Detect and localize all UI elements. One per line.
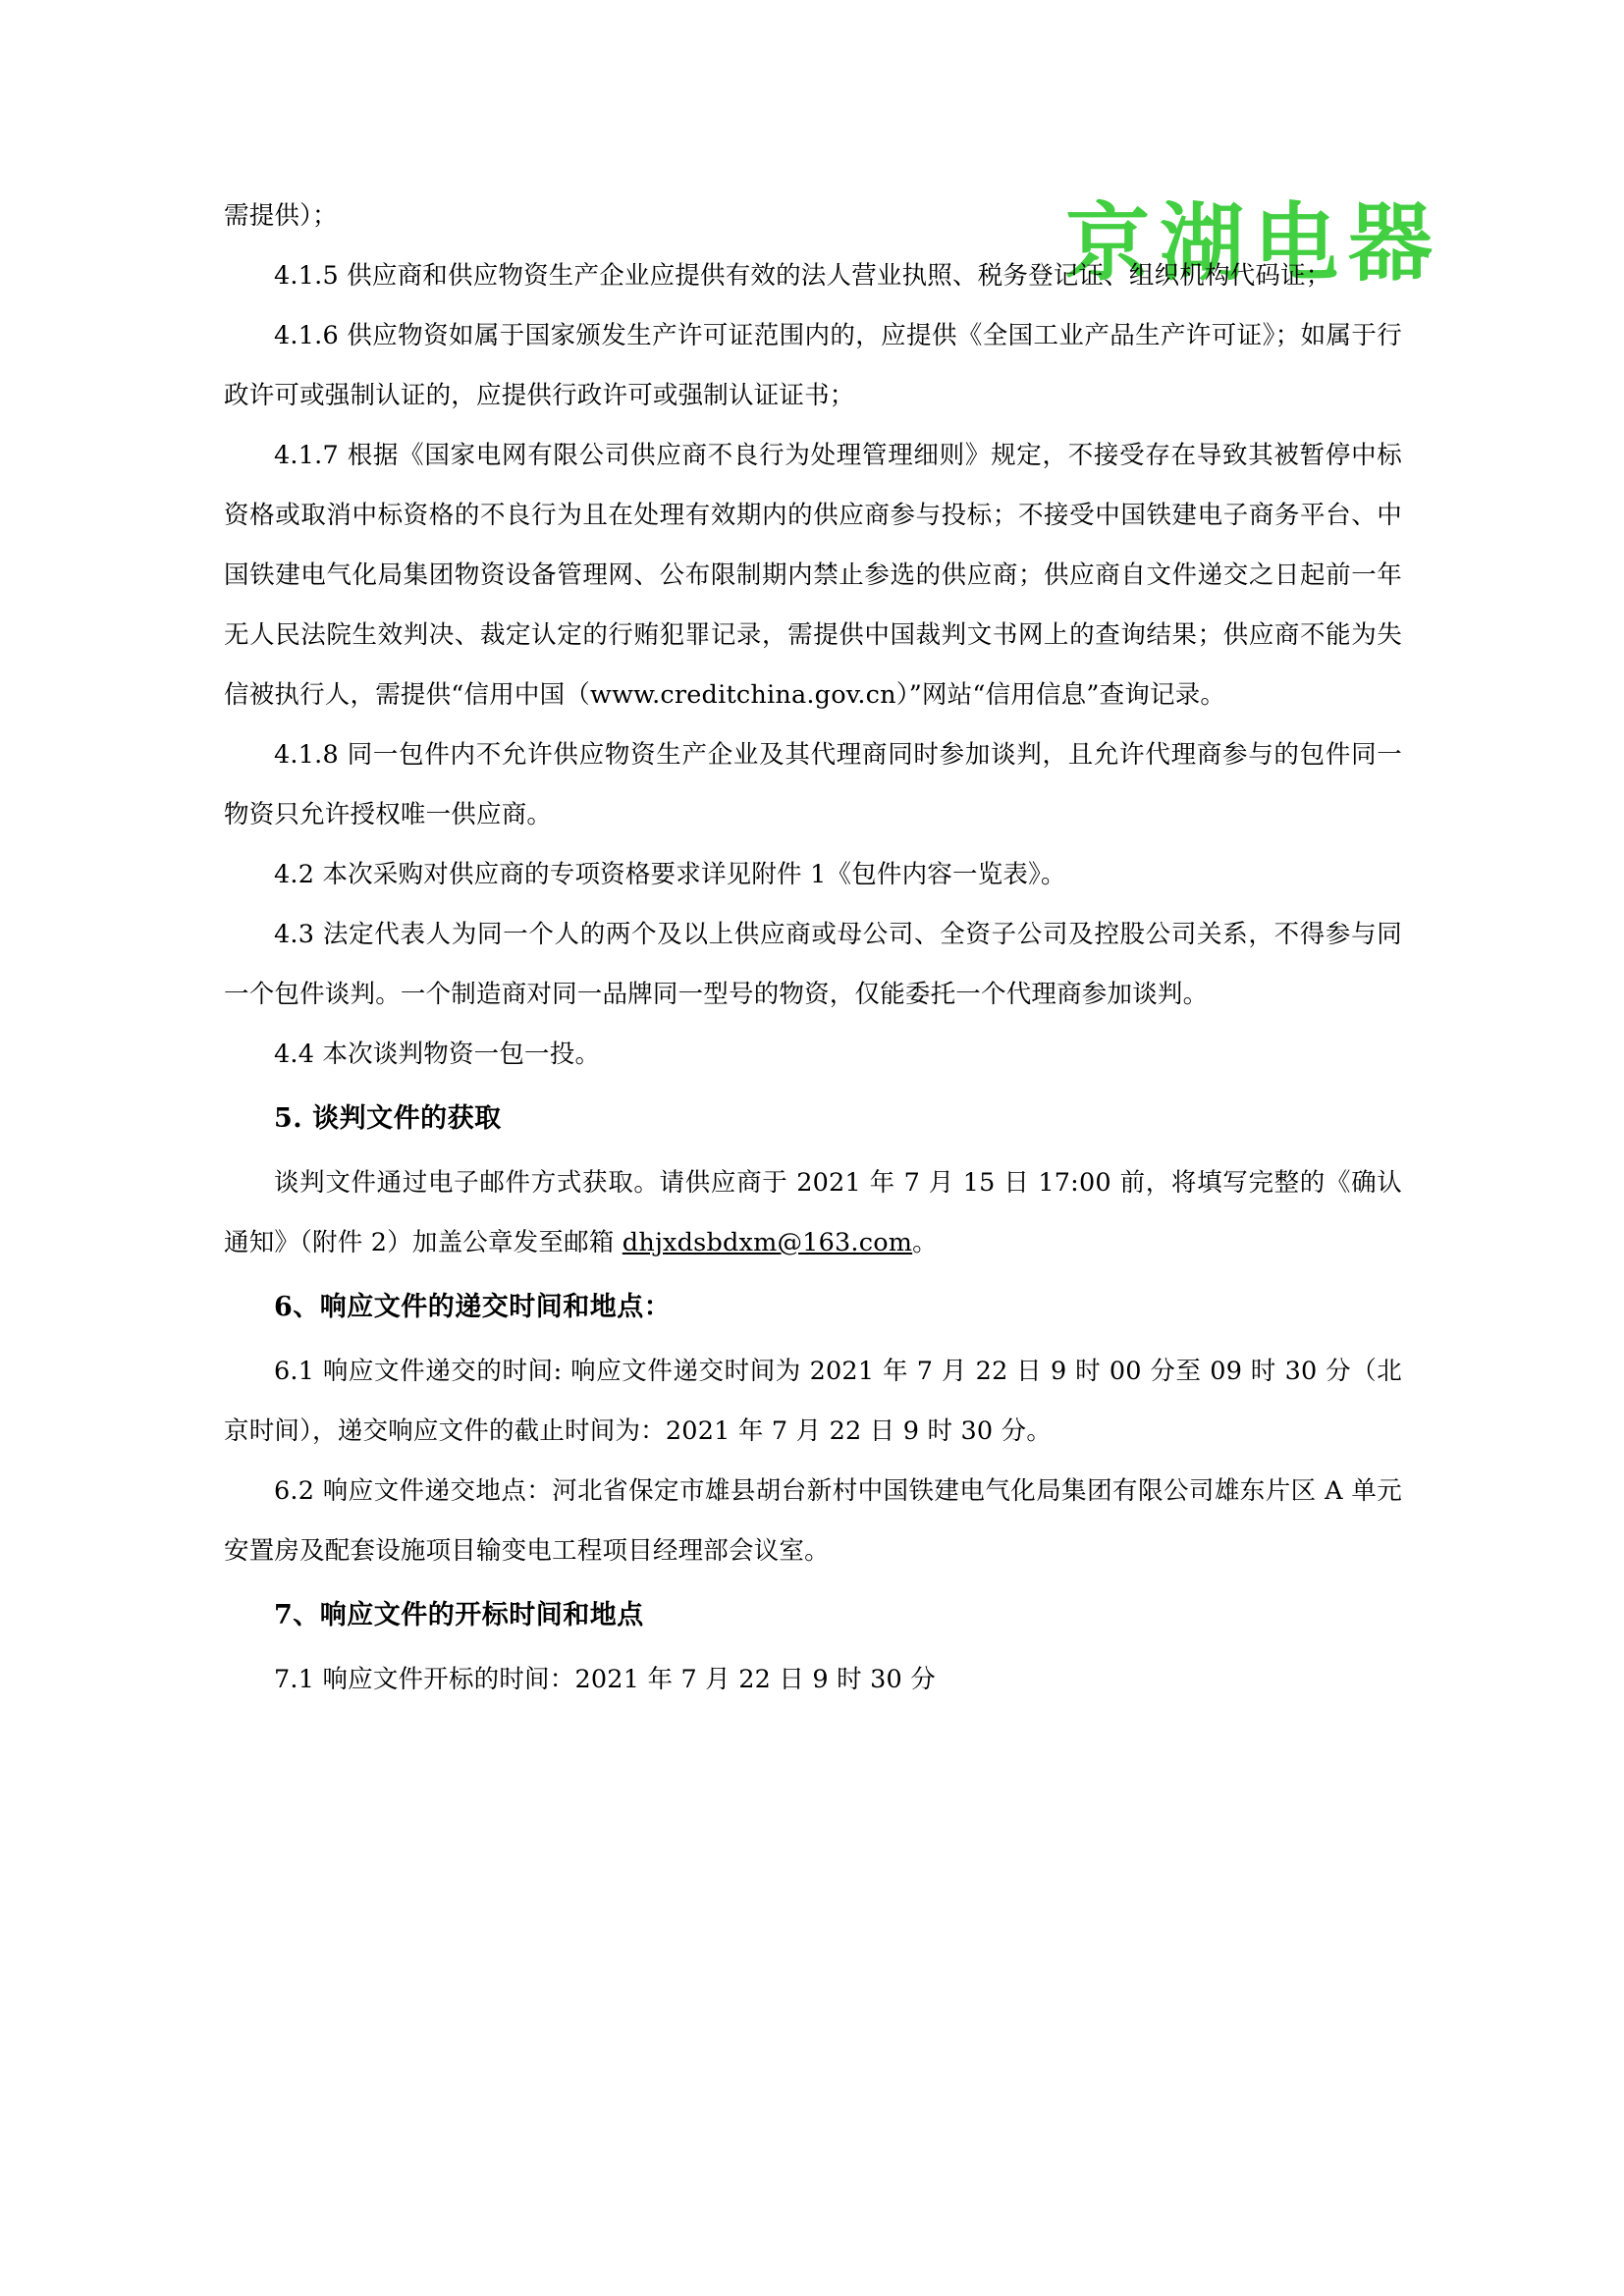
clause-7-1: 7.1 响应文件开标的时间：2021 年 7 月 22 日 9 时 30 分 — [274, 1665, 936, 1694]
section-heading-6: 6、响应文件的递交时间和地点： — [274, 1292, 672, 1322]
clause-4-1-7: 4.1.7 根据《国家电网有限公司供应商不良行为处理管理细则》规定，不接受存在导致其被暂停中标资格或取消中标资格的不良行为且在处理有效期内的供应商参与投标；不接受中国铁建电子商务平台、中国铁建电气化局集团物资设备管理网、公布限制期内禁止参选的供应商；供应商自文件递交之日起前一年无人民法院生效判决、裁定认定的行贿犯罪记录，需提供中国裁判文书网上的查询结果；供应商不能为失信被执行人，需提供“信用中国（www.creditchina.gov.cn）”网站“信用信息”查询记录。 — [224, 441, 1402, 710]
clause-4-3: 4.3 法定代表人为同一个人的两个及以上供应商或母公司、全资子公司及控股公司关系，不得参与同一个包件谈判。一个制造商对同一品牌同一型号的物资，仅能委托一个代理商参加谈判。 — [224, 920, 1402, 1009]
clause-4-2: 4.2 本次采购对供应商的专项资格要求详见附件 1《包件内容一览表》。 — [274, 860, 1066, 889]
clause-6-1: 6.1 响应文件递交的时间: 响应文件递交时间为 2021 年 7 月 22 日 9 时 00 分至 09 时 30 分（北京时间），递交响应文件的截止时间为：2021 年 7 月 22 日 9 时 30 分。 — [224, 1357, 1402, 1446]
watermark-text: 京湖电器 — [1065, 194, 1442, 293]
document-body — [224, 187, 1402, 1710]
section-5-text-before-email: 谈判文件通过电子邮件方式获取。请供应商于 2021 年 7 月 15 日 17:00 前，将填写完整的《确认通知》（附件 2）加盖公章发至邮箱 — [224, 1168, 1402, 1257]
clause-6-2: 6.2 响应文件递交地点：河北省保定市雄县胡台新村中国铁建电气化局集团有限公司雄东片区 A 单元安置房及配套设施项目输变电工程项目经理部会议室。 — [224, 1476, 1402, 1566]
clause-4-4: 4.4 本次谈判物资一包一投。 — [274, 1040, 601, 1069]
clause-4-1-6: 4.1.6 供应物资如属于国家颁发生产许可证范围内的，应提供《全国工业产品生产许可证》；如属于行政许可或强制认证的，应提供行政许可或强制认证证书； — [224, 321, 1402, 410]
section-5-body — [224, 1153, 1402, 1273]
clause-4-1-8: 4.1.8 同一包件内不允许供应物资生产企业及其代理商同时参加谈判，且允许代理商参与的包件同一物资只允许授权唯一供应商。 — [224, 740, 1402, 829]
contact-email[interactable]: dhjxdsbdxm@163.com — [622, 1228, 913, 1257]
section-heading-7: 7、响应文件的开标时间和地点 — [274, 1600, 644, 1630]
paragraph-continuation: 需提供）； — [224, 201, 338, 231]
clause-4-1-5: 4.1.5 供应商和供应物资生产企业应提供有效的法人营业执照、税务登记证、组织机构代码证； — [274, 261, 1331, 291]
section-5-text-after-email: 。 — [912, 1228, 938, 1257]
section-heading-5: 5. 谈判文件的获取 — [274, 1103, 502, 1134]
